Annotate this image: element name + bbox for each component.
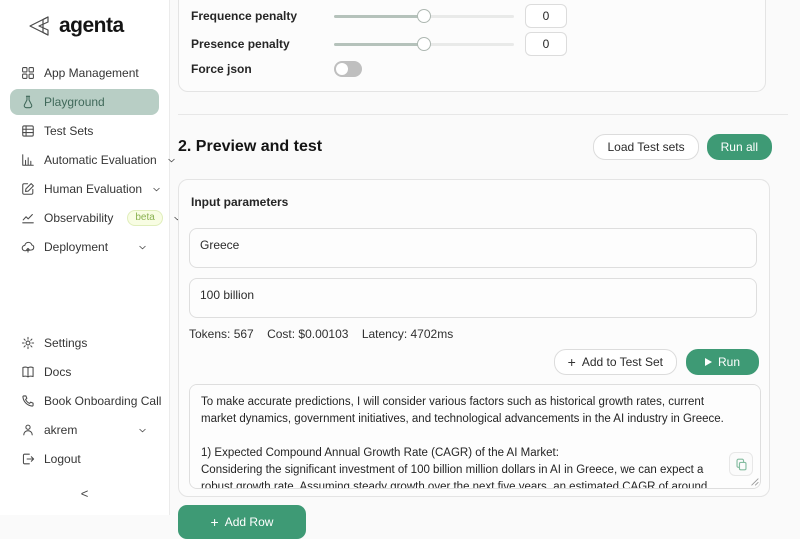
cloud-icon [21,240,35,254]
sidebar-item-deployment[interactable] [10,234,159,260]
input-country-field[interactable] [189,228,757,268]
line-chart-icon [21,211,35,225]
sidebar [0,0,170,515]
sidebar-item-label: Book Onboarding Call [44,394,162,408]
sidebar-item-app-management[interactable] [10,60,159,86]
input-parameters-card [178,179,770,497]
run-button[interactable] [686,349,759,375]
sidebar-item-logout[interactable] [10,446,159,472]
play-icon [705,358,712,366]
logout-icon [21,452,35,466]
sidebar-item-label: Automatic Evaluation [44,153,157,167]
sidebar-footer-nav [0,330,169,475]
bar-chart-icon [21,153,35,167]
force-json-row [191,56,753,82]
sidebar-item-label: Human Evaluation [44,182,143,196]
phone-icon [21,394,35,408]
slider-track-rest [424,15,514,18]
param-label: Force json [191,62,252,76]
sidebar-item-settings[interactable] [10,330,159,356]
latency-stat: Latency: 4702ms [361,327,454,341]
slider-handle[interactable] [417,9,431,23]
database-icon [21,124,35,138]
run-stats [189,327,463,341]
slider-track-filled [334,15,424,18]
book-icon [21,365,35,379]
slider-track-rest [424,43,514,46]
add-row-button[interactable] [178,505,306,539]
run-label: Run [717,355,740,369]
brand-logo [0,0,169,50]
load-test-sets-button[interactable] [593,134,698,160]
agenta-logo-icon [26,14,52,38]
slider-handle[interactable] [417,37,431,51]
section-header-buttons [593,134,772,160]
chevron-down-icon [137,242,148,253]
toggle-knob [336,63,348,75]
section-divider [178,114,788,115]
sidebar-item-human-evaluation[interactable] [10,176,159,202]
sidebar-item-docs[interactable] [10,359,159,385]
sidebar-collapse-button[interactable]: < [80,486,89,501]
sidebar-item-observability[interactable] [10,205,159,231]
grid-icon [21,66,35,80]
main-content [170,0,800,530]
sidebar-item-label: Playground [44,95,105,109]
sidebar-item-label: Logout [44,452,81,466]
model-parameters-card [178,0,766,92]
presence-penalty-value-input[interactable] [525,32,567,56]
sidebar-item-label: akrem [44,423,78,437]
sidebar-item-book-onboarding-call[interactable] [10,388,162,414]
sidebar-item-test-sets[interactable] [10,118,159,144]
sidebar-item-playground[interactable] [10,89,159,115]
section-title: 2. Preview and test [178,137,323,155]
beta-badge: beta [127,210,162,226]
run-all-label: Run all [720,139,758,154]
presence-penalty-slider[interactable] [334,36,514,52]
frequence-penalty-row [191,3,753,29]
sidebar-item-label: Deployment [44,240,109,254]
slider-track-filled [334,43,424,46]
add-to-test-set-button[interactable] [554,349,677,375]
input-parameters-title: Input parameters [191,195,289,209]
row-action-buttons [554,349,759,375]
force-json-toggle[interactable] [334,61,362,77]
gear-icon [21,336,35,350]
plus-icon: + [567,354,576,370]
sidebar-item-label: Observability [44,211,114,225]
preview-section-header [178,133,772,160]
load-test-sets-label: Load Test sets [607,139,685,154]
copy-button[interactable] [729,452,753,476]
resize-handle[interactable] [750,477,759,486]
cost-stat: Cost: $0.00103 [267,327,349,341]
input-amount-field[interactable] [189,278,757,318]
output-container [189,384,761,489]
add-row-label: Add Row [224,515,274,529]
add-to-test-set-label: Add to Test Set [581,355,663,369]
frequence-penalty-value-input[interactable] [525,4,567,28]
run-all-button[interactable] [707,134,772,160]
plus-icon: + [210,514,219,530]
tokens-stat: Tokens: 567 [189,327,254,341]
edit-icon [21,182,35,196]
frequence-penalty-slider[interactable] [334,8,514,24]
presence-penalty-row [191,31,753,57]
sidebar-item-user-akrem[interactable] [10,417,159,443]
sidebar-item-label: Settings [44,336,88,350]
flask-icon [21,95,35,109]
sidebar-collapse-row [0,475,169,515]
sidebar-nav [0,50,169,263]
model-output-textarea[interactable] [189,384,761,489]
copy-icon [735,458,748,471]
param-label: Frequence penalty [191,9,298,23]
brand-name: agenta [59,14,124,37]
chevron-down-icon [151,184,162,195]
sidebar-item-label: Docs [44,365,72,379]
param-label: Presence penalty [191,37,290,51]
sidebar-item-label: Test Sets [44,124,94,138]
sidebar-item-automatic-evaluation[interactable] [10,147,159,173]
chevron-down-icon [137,425,148,436]
sidebar-item-label: App Management [44,66,139,80]
user-icon [21,423,35,437]
